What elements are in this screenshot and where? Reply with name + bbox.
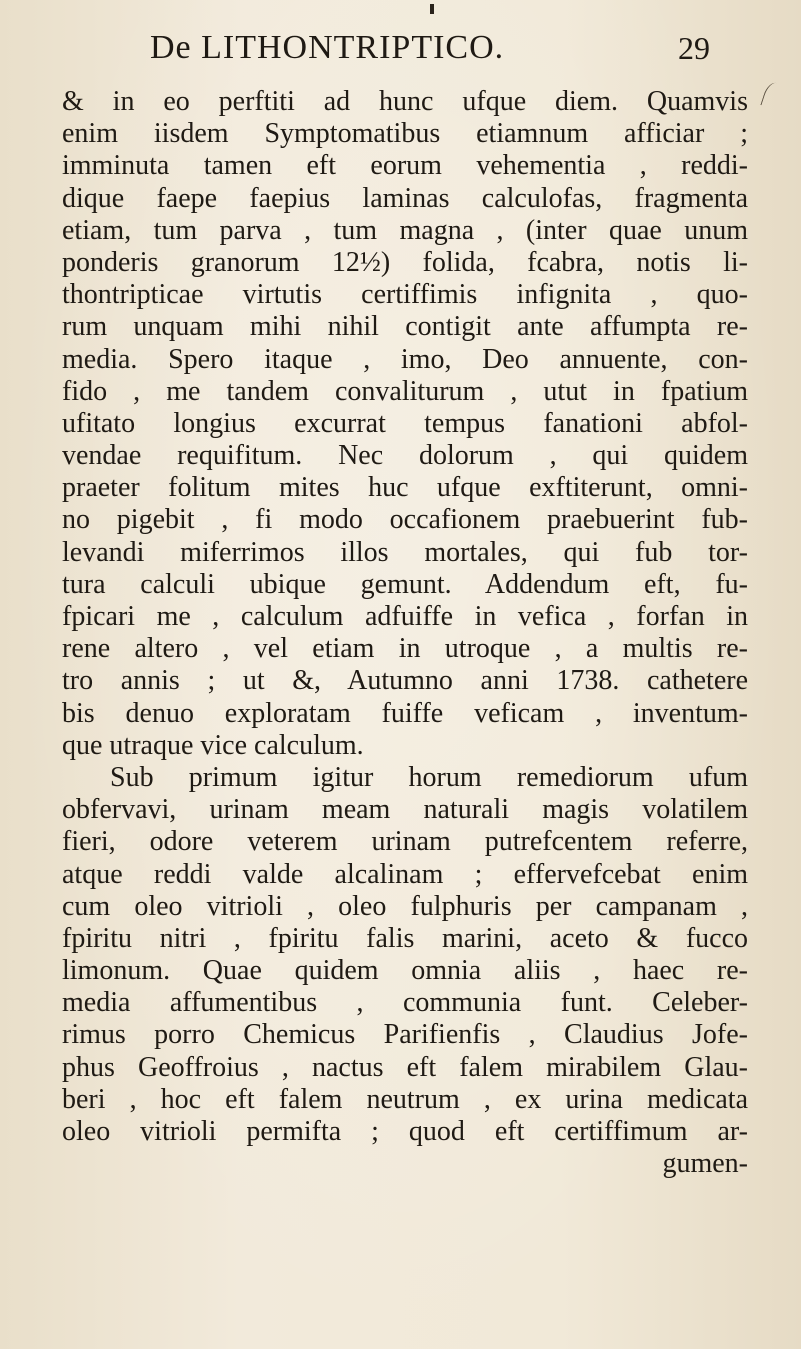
text-line: atque reddi valde alcalinam ; effervefcebat enim	[62, 858, 748, 890]
text-line: vendae requifitum. Nec dolorum , qui quidem	[62, 440, 748, 472]
text-line: praeter folitum mites huc ufque exftiterunt, omni-	[62, 472, 748, 504]
body-text	[62, 86, 748, 1180]
page-number: 29	[678, 30, 710, 66]
ink-speck	[430, 4, 434, 14]
text-line: tro annis ; ut &, Autumno anni 1738. cathetere	[62, 665, 748, 697]
text-line: rene altero , vel etiam in utroque , a multis re-	[62, 633, 748, 665]
text-line: que utraque vice calculum.	[62, 729, 364, 761]
text-line: enim iisdem Symptomatibus etiamnum afficiar ;	[62, 118, 748, 150]
text-line: media. Spero itaque , imo, Deo annuente, con-	[62, 343, 748, 375]
running-title: De LITHONTRIPTICO.	[150, 29, 505, 66]
text-line: & in eo perftiti ad hunc ufque diem. Quamvis	[62, 86, 748, 117]
catchword: gumen-	[662, 1148, 748, 1180]
text-line: media affumentibus , communia funt. Celeber-	[62, 987, 748, 1019]
text-line: etiam, tum parva , tum magna , (inter quae unum	[62, 214, 748, 246]
text-line: cum oleo vitrioli , oleo fulphuris per campanam ,	[62, 890, 748, 922]
text-line: bis denuo exploratam fuiffe veficam , inventum-	[62, 697, 748, 729]
text-line: levandi miferrimos illos mortales, qui fub tor-	[62, 536, 748, 568]
text-line: ufitato longius excurrat tempus fanationi abfol-	[62, 407, 748, 439]
text-line: phus Geoffroius , nactus eft falem mirabilem Glau-	[62, 1051, 748, 1083]
text-line: dique faepe faepius laminas calculofas, fragmenta	[62, 182, 748, 214]
text-line: imminuta tamen eft eorum vehementia , reddi-	[62, 150, 748, 182]
text-line: thontripticae virtutis certiffimis infignita , quo-	[62, 279, 748, 311]
text-line: fpiritu nitri , fpiritu falis marini, aceto & fucco	[62, 922, 748, 954]
text-line: ponderis granorum 12½) folida, fcabra, notis li-	[62, 246, 748, 278]
text-line: obfervavi, urinam meam naturali magis volatilem	[62, 794, 748, 826]
text-line: tura calculi ubique gemunt. Addendum eft, fu-	[62, 568, 748, 600]
text-line: fpicari me , calculum adfuiffe in vefica , forfan in	[62, 601, 748, 632]
text-line: fieri, odore veterem urinam putrefcentem referre,	[62, 826, 748, 858]
text-line: beri , hoc eft falem neutrum , ex urina medicata	[62, 1083, 748, 1115]
margin-pencil-mark	[760, 80, 782, 109]
text-line: rum unquam mihi nihil contigit ante affumpta re-	[62, 311, 748, 343]
text-line: rimus porro Chemicus Parifienfis , Claudius Jofe-	[62, 1019, 748, 1051]
paragraph-start-line: Sub primum igitur horum remediorum ufum	[110, 761, 748, 793]
text-line: fido , me tandem convaliturum , utut in fpatium	[62, 375, 748, 407]
page-header	[150, 26, 710, 70]
text-line: oleo vitrioli permifta ; quod eft certiffimum ar-	[62, 1116, 748, 1147]
text-line: limonum. Quae quidem omnia aliis , haec re-	[62, 955, 748, 987]
text-line: no pigebit , fi modo occafionem praebuerint fub-	[62, 504, 748, 536]
